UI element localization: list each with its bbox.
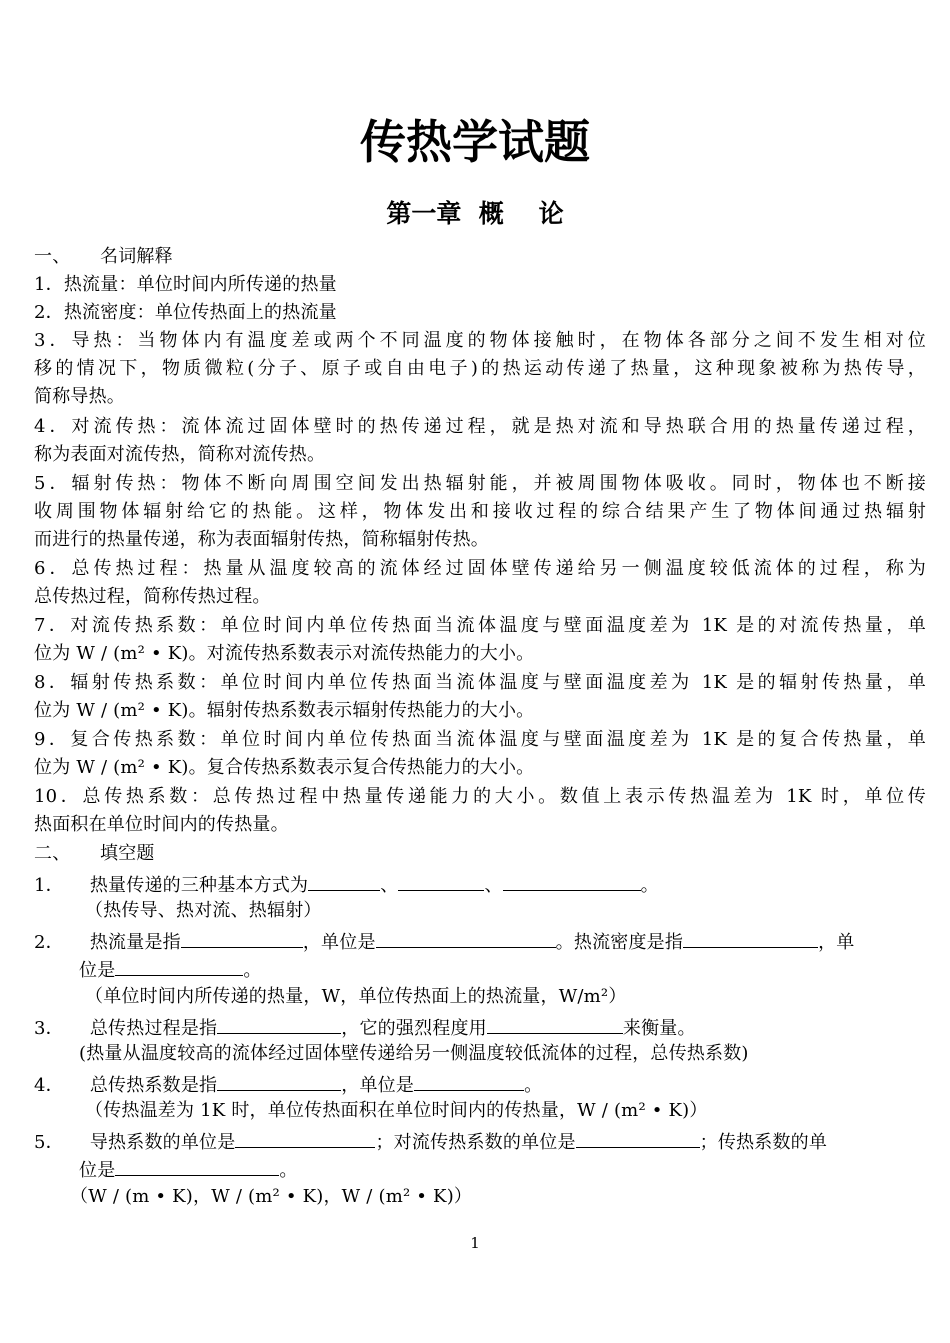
answer-text: （热传导、热对流、热辐射） <box>85 900 322 921</box>
definition-line: 3．导热：当物体内有温度差或两个不同温度的物体接触时，在物体各部分之间不发生相对位 <box>34 330 926 351</box>
separator: 、 <box>380 875 399 896</box>
question-text: ；对流传热系数的单位是 <box>375 1132 576 1153</box>
answer-blank[interactable] <box>576 1126 700 1148</box>
question-5 <box>34 1126 926 1157</box>
answer-blank[interactable] <box>376 926 556 948</box>
question-2 <box>34 926 926 957</box>
answer-blank[interactable] <box>115 954 243 976</box>
section-heading-terms: 一、 名词解释 <box>34 246 173 267</box>
chapter-heading: 第一章 概 论 <box>386 199 564 228</box>
definition-line: 5．辐射传热：物体不断向周围空间发出热辐射能，并被周围物体吸收。同时，物体也不断接 <box>34 473 926 494</box>
question-number: 1． <box>34 875 64 896</box>
question-2-cont <box>79 954 926 985</box>
question-text: 热流量是指 <box>89 932 181 953</box>
question-1 <box>34 869 926 900</box>
document-title: 传热学试题 <box>360 115 590 169</box>
definition-line: 4．对流传热：流体流过固体壁时的热传递过程，就是热对流和导热联合用的热量传递过程， <box>34 416 926 437</box>
definition-line: 2．热流密度：单位传热面上的热流量 <box>34 302 337 323</box>
definition-line: 总传热过程，简称传热过程。 <box>34 586 271 607</box>
question-text: 来衡量。 <box>622 1018 696 1039</box>
question-number: 4． <box>34 1075 64 1096</box>
answer-text: （W / (m • K)，W / (m² • K)，W / (m² • K)） <box>70 1186 473 1207</box>
answer-blank[interactable] <box>217 1012 341 1034</box>
question-text: ，单位是 <box>341 1075 415 1096</box>
question-text: ；传热系数的单 <box>699 1132 828 1153</box>
definition-line: 热面积在单位时间内的传热量。 <box>34 814 289 835</box>
answer-blank[interactable] <box>414 1069 524 1091</box>
question-text: 位是 <box>79 960 116 981</box>
question-number: 5． <box>34 1132 64 1153</box>
answer-text: (热量从温度较高的流体经过固体壁传递给另一侧温度较低流体的过程，总传热系数) <box>79 1043 749 1064</box>
definition-line: 1．热流量：单位时间内所传递的热量 <box>34 274 337 295</box>
question-5-cont <box>79 1154 926 1185</box>
question-end: 。 <box>243 960 262 981</box>
definition-line: 8．辐射传热系数：单位时间内单位传热面当流体温度与壁面温度差为 1K 是的辐射传热量，单 <box>34 672 926 693</box>
answer-blank[interactable] <box>683 926 818 948</box>
section-heading-fill: 二、 填空题 <box>34 843 155 864</box>
question-text: ，单 <box>818 932 855 953</box>
definition-line: 7．对流传热系数：单位时间内单位传热面当流体温度与壁面温度差为 1K 是的对流传热量，单 <box>34 615 926 636</box>
question-end: 。 <box>524 1075 543 1096</box>
question-text: ，它的强烈程度用 <box>341 1018 487 1039</box>
answer-text: （单位时间内所传递的热量，W，单位传热面上的热流量，W/m²） <box>85 986 627 1007</box>
question-end: 。 <box>640 875 659 896</box>
answer-blank[interactable] <box>487 1012 623 1034</box>
separator: 、 <box>484 875 503 896</box>
question-text: ，单位是 <box>302 932 376 953</box>
definition-line: 10．总传热系数：总传热过程中热量传递能力的大小。数值上表示传热温差为 1K 时，单位传 <box>34 786 926 807</box>
answer-blank[interactable] <box>503 869 641 891</box>
definition-line: 称为表面对流传热，简称对流传热。 <box>34 444 326 465</box>
question-text: 热量传递的三种基本方式为 <box>89 875 309 896</box>
question-text: 总传热系数是指 <box>89 1075 218 1096</box>
question-end: 。 <box>279 1160 298 1181</box>
answer-blank[interactable] <box>308 869 380 891</box>
question-text: 位是 <box>79 1160 116 1181</box>
definition-line: 收周围物体辐射给它的热能。这样，物体发出和接收过程的综合结果产生了物体间通过热辐射 <box>34 501 926 522</box>
question-3 <box>34 1012 926 1043</box>
question-number: 2． <box>34 932 64 953</box>
question-number: 3． <box>34 1018 64 1039</box>
answer-blank[interactable] <box>235 1126 375 1148</box>
definition-line: 位为 W / (m² • K)。复合传热系数表示复合传热能力的大小。 <box>34 757 535 778</box>
answer-blank[interactable] <box>115 1154 279 1176</box>
answer-text: （传热温差为 1K 时，单位传热面积在单位时间内的传热量，W / (m² • K)） <box>85 1100 708 1121</box>
definition-line: 位为 W / (m² • K)。对流传热系数表示对流传热能力的大小。 <box>34 643 535 664</box>
answer-blank[interactable] <box>398 869 484 891</box>
question-text: 。热流密度是指 <box>555 932 684 953</box>
definition-line: 移的情况下，物质微粒(分子、原子或自由电子)的热运动传递了热量，这种现象被称为热传导， <box>34 358 926 379</box>
question-text: 导热系数的单位是 <box>89 1132 236 1153</box>
definition-line: 而进行的热量传递，称为表面辐射传热，简称辐射传热。 <box>34 529 489 550</box>
definition-line: 9．复合传热系数：单位时间内单位传热面当流体温度与壁面温度差为 1K 是的复合传热量，单 <box>34 729 926 750</box>
definition-line: 6．总传热过程：热量从温度较高的流体经过固体壁传递给另一侧温度较低流体的过程，称为 <box>34 558 926 579</box>
page-number: 1 <box>470 1234 480 1252</box>
definition-line: 位为 W / (m² • K)。辐射传热系数表示辐射传热能力的大小。 <box>34 700 535 721</box>
question-4 <box>34 1069 926 1100</box>
question-text: 总传热过程是指 <box>89 1018 218 1039</box>
answer-blank[interactable] <box>217 1069 341 1091</box>
answer-blank[interactable] <box>181 926 303 948</box>
definition-line: 简称导热。 <box>34 386 125 407</box>
